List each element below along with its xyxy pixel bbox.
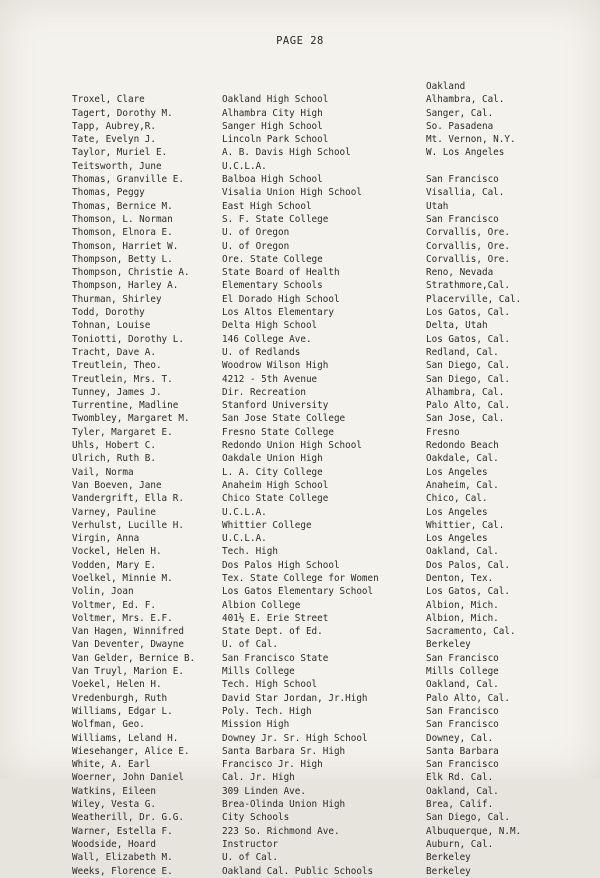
city: Utah: [426, 200, 449, 212]
city: Sacramento, Cal.: [426, 626, 516, 638]
institution: Tech. High: [222, 546, 278, 558]
directory-row: [0, 279, 600, 292]
person-name: Wall, Elizabeth M.: [72, 852, 173, 864]
person-name: Tracht, Dave A.: [72, 346, 156, 358]
person-name: Vail, Norma: [72, 466, 134, 478]
person-name: Weeks, Florence E.: [72, 865, 173, 877]
person-name: Woodside, Hoard: [72, 838, 156, 850]
person-name: Voltmer, Mrs. E.F.: [72, 612, 173, 624]
institution: A. B. Davis High School: [222, 147, 351, 159]
institution: David Star Jordan, Jr.High: [222, 692, 368, 704]
institution: Sanger High School: [222, 120, 323, 132]
institution: Woodrow Wilson High: [222, 360, 329, 372]
directory-row: [0, 599, 600, 612]
directory-row: [0, 559, 600, 572]
institution: Los Gatos Elementary School: [222, 586, 374, 598]
institution: Mission High: [222, 719, 290, 731]
institution: Los Altos Elementary: [222, 307, 334, 319]
directory-row: [0, 705, 600, 718]
page-title: PAGE 28: [276, 35, 324, 47]
city: Denton, Tex.: [426, 572, 494, 584]
directory-row: [0, 479, 600, 492]
directory-row: [0, 771, 600, 784]
person-name: Voekel, Helen H.: [72, 679, 162, 691]
city: Strathmore,Cal.: [426, 280, 510, 292]
city: Oakdale, Cal.: [426, 453, 499, 465]
city: Los Gatos, Cal.: [426, 586, 510, 598]
city: Downey, Cal.: [426, 732, 494, 744]
institution: Mills College: [222, 666, 295, 678]
person-name: Thomson, L. Norman: [72, 213, 173, 225]
city: Palo Alto, Cal.: [426, 692, 510, 704]
city: Corvallis, Ore.: [426, 240, 510, 252]
directory-row: [0, 545, 600, 558]
directory-row: [0, 266, 600, 279]
person-name: Turrentine, Madline: [72, 400, 179, 412]
directory-row: [0, 519, 600, 532]
institution: Oakland Cal. Public Schools: [222, 865, 374, 877]
city: Alhambra, Cal.: [426, 94, 505, 106]
person-name: Treutlein, Mrs. T.: [72, 373, 173, 385]
city: Los Gatos, Cal.: [426, 333, 510, 345]
institution: Delta High School: [222, 320, 318, 332]
city: Berkeley: [426, 852, 471, 864]
directory-row: [0, 745, 600, 758]
city: Oakland, Cal.: [426, 546, 499, 558]
person-name: Taylor, Muriel E.: [72, 147, 168, 159]
person-name: Voelkel, Minnie M.: [72, 572, 173, 584]
city: San Diego, Cal.: [426, 812, 510, 824]
directory-row: [0, 825, 600, 838]
directory-row: [0, 811, 600, 824]
directory-row: [0, 359, 600, 372]
directory-row: [0, 532, 600, 545]
person-name: Varney, Pauline: [72, 506, 156, 518]
city: San Francisco: [426, 213, 499, 225]
institution: 146 College Ave.: [222, 333, 312, 345]
directory-row: [0, 572, 600, 585]
institution: State Dept. of Ed.: [222, 626, 323, 638]
city: W. Los Angeles: [426, 147, 505, 159]
directory-row: [0, 692, 600, 705]
directory-row: [0, 226, 600, 239]
institution: Dir. Recreation: [222, 386, 306, 398]
institution: El Dorado High School: [222, 293, 340, 305]
person-name: Thompson, Betty L.: [72, 253, 173, 265]
person-name: Watkins, Eileen: [72, 785, 156, 797]
institution: Redondo Union High School: [222, 440, 362, 452]
city: Oakland, Cal.: [426, 785, 499, 797]
person-name: Williams, Edgar L.: [72, 705, 173, 717]
person-name: Thomson, Harriet W.: [72, 240, 179, 252]
directory-row: [0, 785, 600, 798]
person-name: Wiesehanger, Alice E.: [72, 745, 190, 757]
directory-row: [0, 160, 600, 173]
institution: L. A. City College: [222, 466, 323, 478]
city: Palo Alto, Cal.: [426, 400, 510, 412]
person-name: Vandergrift, Ella R.: [72, 493, 184, 505]
directory-row: [0, 758, 600, 771]
institution: Visalia Union High School: [222, 187, 362, 199]
directory-row: [0, 439, 600, 452]
person-name: Van Deventer, Dwayne: [72, 639, 184, 651]
institution: U. of Cal.: [222, 852, 278, 864]
city: Santa Barbara: [426, 745, 499, 757]
directory-row: [0, 333, 600, 346]
person-name: White, A. Earl: [72, 759, 151, 771]
directory-row: [0, 625, 600, 638]
institution: U. of Cal.: [222, 639, 278, 651]
city: San Francisco: [426, 705, 499, 717]
institution: Santa Barbara Sr. High: [222, 745, 346, 757]
person-name: Tohnan, Louise: [72, 320, 151, 332]
institution: U. of Oregon: [222, 240, 290, 252]
directory-row: [0, 386, 600, 399]
directory-row: [0, 638, 600, 651]
person-name: Wiley, Vesta G.: [72, 799, 156, 811]
directory-row: [0, 240, 600, 253]
directory-row: [0, 120, 600, 133]
person-name: Thomas, Peggy: [72, 187, 145, 199]
city: Delta, Utah: [426, 320, 488, 332]
person-name: Van Gelder, Bernice B.: [72, 652, 196, 664]
city: Corvallis, Ore.: [426, 227, 510, 239]
city: Visallia, Cal.: [426, 187, 505, 199]
institution: Elementary Schools: [222, 280, 323, 292]
directory-row: [0, 133, 600, 146]
person-name: Woerner, John Daniel: [72, 772, 184, 784]
city: Berkeley: [426, 639, 471, 651]
directory-row: [0, 107, 600, 120]
institution: State Board of Health: [222, 267, 340, 279]
institution: Instructor: [222, 838, 278, 850]
city: Los Angeles: [426, 506, 488, 518]
person-name: Volin, Joan: [72, 586, 134, 598]
city: San Diego, Cal.: [426, 360, 510, 372]
directory-row: [0, 412, 600, 425]
city: Fresno: [426, 426, 460, 438]
person-name: Voltmer, Ed. F.: [72, 599, 156, 611]
city: Redland, Cal.: [426, 346, 499, 358]
city: Auburn, Cal.: [426, 838, 494, 850]
directory-row: [0, 652, 600, 665]
institution: 4212 - 5th Avenue: [222, 373, 318, 385]
city: Anaheim, Cal.: [426, 479, 499, 491]
directory-row: [0, 399, 600, 412]
institution: Oakland High School: [222, 94, 329, 106]
institution: Ore. State College: [222, 253, 323, 265]
institution: Whittier College: [222, 519, 312, 531]
institution: U. of Redlands: [222, 346, 301, 358]
directory-row: [0, 678, 600, 691]
city: Oakland, Cal.: [426, 679, 499, 691]
directory-row: [0, 838, 600, 851]
directory-row: [0, 213, 600, 226]
person-name: Treutlein, Theo.: [72, 360, 162, 372]
directory-row: [0, 319, 600, 332]
city: San Francisco: [426, 719, 499, 731]
directory-row: [0, 200, 600, 213]
institution: Stanford University: [222, 400, 329, 412]
person-name: Wolfman, Geo.: [72, 719, 145, 731]
person-name: Toniotti, Dorothy L.: [72, 333, 184, 345]
institution: Poly. Tech. High: [222, 705, 312, 717]
institution: San Jose State College: [222, 413, 346, 425]
person-name: Tagert, Dorothy M.: [72, 107, 173, 119]
person-name: Vodden, Mary E.: [72, 559, 156, 571]
person-name: Verhulst, Lucille H.: [72, 519, 184, 531]
person-name: Vockel, Helen H.: [72, 546, 162, 558]
city: San Francisco: [426, 174, 499, 186]
city: Los Gatos, Cal.: [426, 307, 510, 319]
person-name: Warner, Estella F.: [72, 825, 173, 837]
person-name: Tapp, Aubrey,R.: [72, 120, 156, 132]
institution: Alhambra City High: [222, 107, 323, 119]
institution: Cal. Jr. High: [222, 772, 295, 784]
institution: S. F. State College: [222, 213, 329, 225]
directory-row: [0, 732, 600, 745]
person-name: Williams, Leland H.: [72, 732, 179, 744]
city: Albion, Mich.: [426, 612, 499, 624]
city: Alhambra, Cal.: [426, 386, 505, 398]
directory-rows: [0, 93, 600, 878]
institution: U. of Oregon: [222, 227, 290, 239]
institution: 401½ E. Erie Street: [222, 612, 329, 624]
institution: Francisco Jr. High: [222, 759, 323, 771]
institution: San Francisco State: [222, 652, 329, 664]
directory-row: [0, 798, 600, 811]
directory-header-row: [0, 80, 600, 93]
institution: U.C.L.A.: [222, 533, 267, 545]
person-name: Uhls, Hobert C.: [72, 440, 156, 452]
city: Los Angeles: [426, 466, 488, 478]
directory-row: [0, 466, 600, 479]
person-name: Twombley, Margaret M.: [72, 413, 190, 425]
city: San Francisco: [426, 652, 499, 664]
directory-row: [0, 426, 600, 439]
city: San Jose, Cal.: [426, 413, 505, 425]
directory-row: [0, 293, 600, 306]
person-name: Thomas, Bernice M.: [72, 200, 173, 212]
city: Chico, Cal.: [426, 493, 488, 505]
person-name: Thompson, Christie A.: [72, 267, 190, 279]
directory-row: [0, 865, 600, 878]
city: San Francisco: [426, 759, 499, 771]
person-name: Tate, Evelyn J.: [72, 134, 156, 146]
person-name: Thurman, Shirley: [72, 293, 162, 305]
person-name: Troxel, Clare: [72, 94, 145, 106]
person-name: Weatherill, Dr. G.G.: [72, 812, 184, 824]
person-name: Vredenburgh, Ruth: [72, 692, 168, 704]
city: Corvallis, Ore.: [426, 253, 510, 265]
directory-row: [0, 612, 600, 625]
person-name: Thompson, Harley A.: [72, 280, 179, 292]
directory-row: [0, 851, 600, 864]
directory-list: [0, 80, 600, 878]
institution: Downey Jr. Sr. High School: [222, 732, 368, 744]
city: Berkeley: [426, 865, 471, 877]
institution: East High School: [222, 200, 312, 212]
institution: Albion College: [222, 599, 301, 611]
city: Redondo Beach: [426, 440, 499, 452]
directory-row: [0, 253, 600, 266]
city: Mt. Vernon, N.Y.: [426, 134, 516, 146]
city: So. Pasadena: [426, 120, 494, 132]
institution: Fresno State College: [222, 426, 334, 438]
city: Elk Rd. Cal.: [426, 772, 494, 784]
city: Albuquerque, N.M.: [426, 825, 522, 837]
institution: Dos Palos High School: [222, 559, 340, 571]
institution: Tex. State College for Women: [222, 572, 379, 584]
person-name: Van Boeven, Jane: [72, 479, 162, 491]
institution: Tech. High School: [222, 679, 318, 691]
person-name: Van Hagen, Winnifred: [72, 626, 184, 638]
person-name: Teitsworth, June: [72, 160, 162, 172]
person-name: Thomas, Granville E.: [72, 174, 184, 186]
institution: U.C.L.A.: [222, 160, 267, 172]
directory-row: [0, 346, 600, 359]
city: Brea, Calif.: [426, 799, 494, 811]
institution: Chico State College: [222, 493, 329, 505]
directory-row: [0, 306, 600, 319]
institution: Balboa High School: [222, 174, 323, 186]
first-city: Oakland: [426, 81, 466, 92]
directory-row: [0, 93, 600, 106]
person-name: Ulrich, Ruth B.: [72, 453, 156, 465]
directory-row: [0, 718, 600, 731]
directory-row: [0, 186, 600, 199]
city: San Diego, Cal.: [426, 373, 510, 385]
city: Dos Palos, Cal.: [426, 559, 510, 571]
institution: Oakdale Union High: [222, 453, 323, 465]
directory-row: [0, 373, 600, 386]
directory-row: [0, 452, 600, 465]
institution: City Schools: [222, 812, 290, 824]
person-name: Tunney, James J.: [72, 386, 162, 398]
person-name: Van Truyl, Marion E.: [72, 666, 184, 678]
person-name: Thomson, Elnora E.: [72, 227, 173, 239]
person-name: Todd, Dorothy: [72, 307, 145, 319]
institution: Anaheim High School: [222, 479, 329, 491]
person-name: Virgin, Anna: [72, 533, 140, 545]
city: Sanger, Cal.: [426, 107, 494, 119]
directory-row: [0, 146, 600, 159]
institution: U.C.L.A.: [222, 506, 267, 518]
city: Whittier, Cal.: [426, 519, 505, 531]
city: Mills College: [426, 666, 499, 678]
directory-row: [0, 585, 600, 598]
institution: Lincoln Park School: [222, 134, 329, 146]
directory-row: [0, 665, 600, 678]
city: Albion, Mich.: [426, 599, 499, 611]
directory-row: [0, 173, 600, 186]
city: Los Angeles: [426, 533, 488, 545]
institution: Brea-Olinda Union High: [222, 799, 346, 811]
directory-row: [0, 492, 600, 505]
city: Placerville, Cal.: [426, 293, 522, 305]
city: Reno, Nevada: [426, 267, 494, 279]
institution: 309 Linden Ave.: [222, 785, 306, 797]
institution: 223 So. Richmond Ave.: [222, 825, 340, 837]
directory-row: [0, 506, 600, 519]
person-name: Tyler, Margaret E.: [72, 426, 173, 438]
